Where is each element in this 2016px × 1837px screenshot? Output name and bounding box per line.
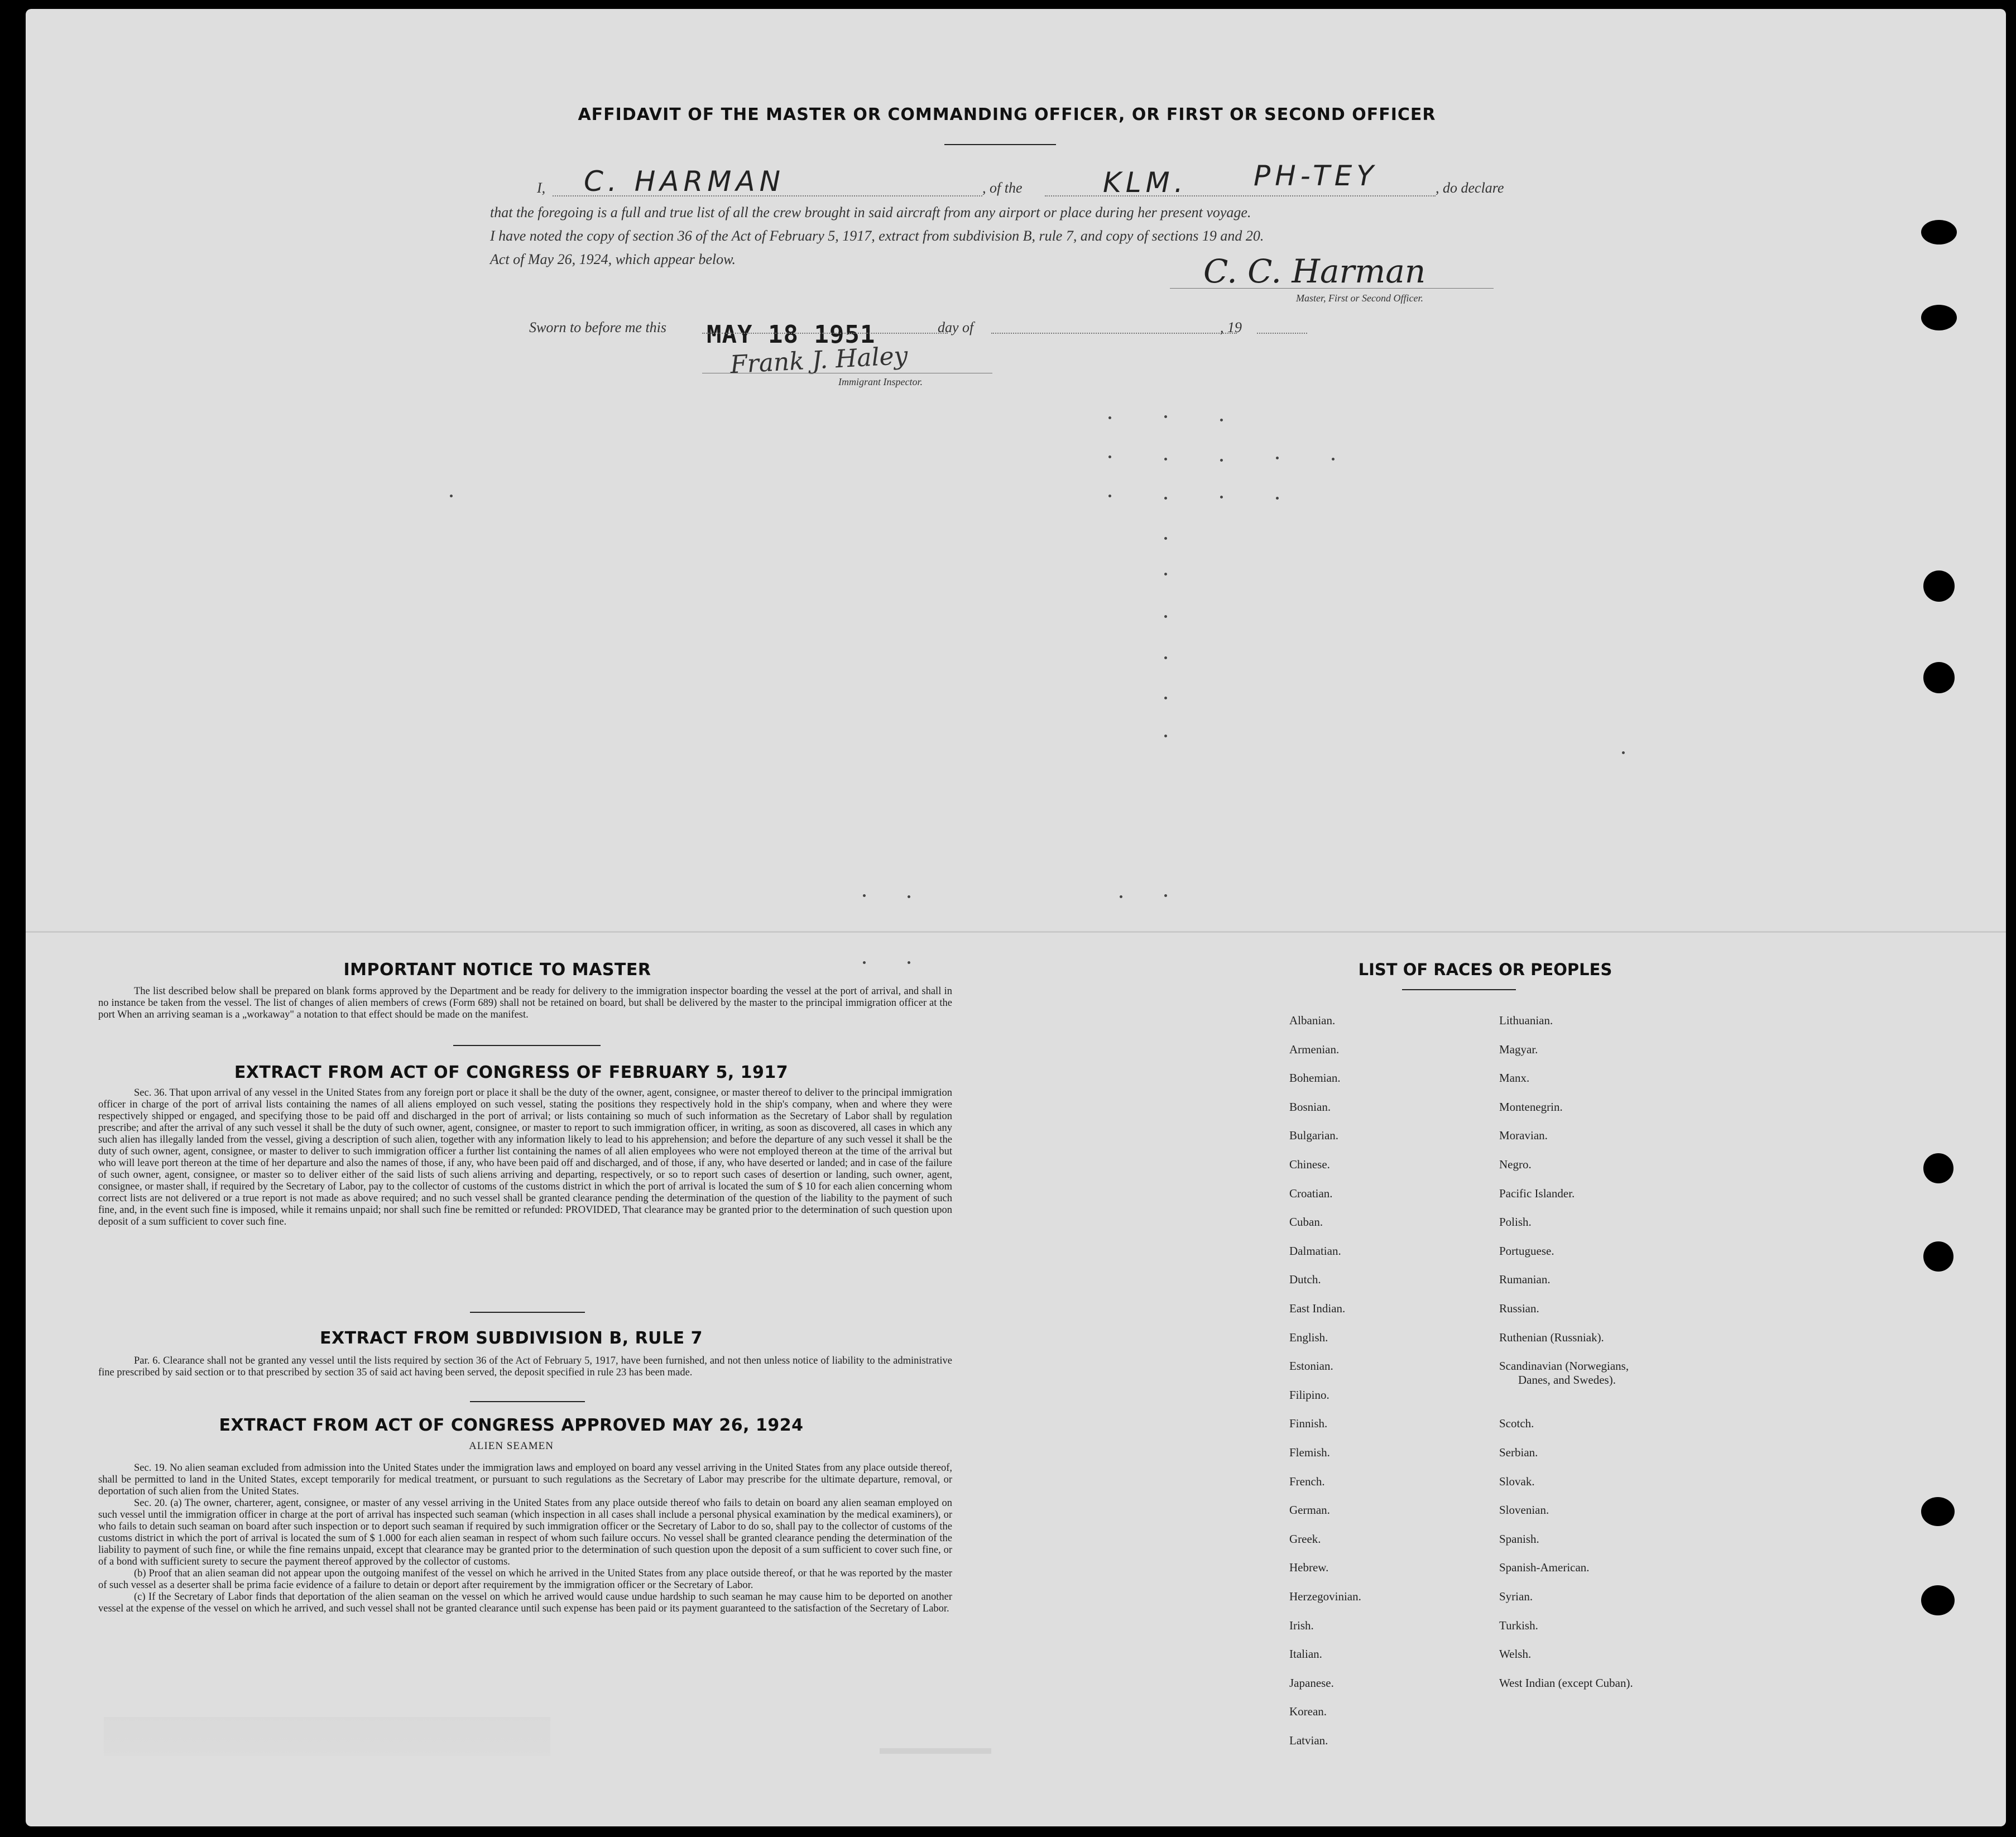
race-item: Moravian. bbox=[1499, 1129, 1548, 1142]
punch-hole bbox=[1923, 662, 1955, 693]
speck bbox=[1164, 537, 1167, 540]
declarant-i-label: I, bbox=[537, 180, 546, 196]
race-item: Italian. bbox=[1289, 1647, 1322, 1661]
punch-hole bbox=[1921, 1497, 1955, 1526]
race-item: Armenian. bbox=[1289, 1043, 1340, 1056]
race-item: Bulgarian. bbox=[1289, 1129, 1339, 1142]
speck bbox=[1164, 894, 1167, 897]
sec-20b-paragraph: (b) Proof that an alien seaman did not appear upon the outgoing manifest of the vessel on which he arrived in the United States from any place outside thereof, or that he was reported by the master of such vessel as a deserter shall be prima facie evidence of a failure to detain or deport after requirement by the immigration officer or the Secretary of Labor. bbox=[98, 1568, 952, 1591]
speck bbox=[1164, 573, 1167, 575]
race-item: Filipino. bbox=[1289, 1388, 1329, 1402]
race-item: Manx. bbox=[1499, 1071, 1530, 1085]
race-item: French. bbox=[1289, 1475, 1325, 1488]
race-item: Dutch. bbox=[1289, 1273, 1321, 1286]
race-item: West Indian (except Cuban). bbox=[1499, 1676, 1633, 1690]
signature-caption: Master, First or Second Officer. bbox=[1296, 292, 1423, 304]
race-item: Ruthenian (Russniak). bbox=[1499, 1331, 1604, 1344]
race-item: German. bbox=[1289, 1503, 1330, 1517]
punch-hole bbox=[1921, 305, 1957, 330]
races-title: LIST OF RACES OR PEOPLES bbox=[1358, 960, 1612, 979]
aircraft-operator-handwritten: KLM. bbox=[1103, 166, 1188, 199]
race-item: Slovak. bbox=[1499, 1475, 1535, 1488]
race-item: Japanese. bbox=[1289, 1676, 1334, 1690]
of-the-label: , of the bbox=[982, 180, 1023, 196]
races-divider bbox=[1402, 989, 1516, 990]
section-divider bbox=[470, 1312, 585, 1313]
race-item: East Indian. bbox=[1289, 1302, 1346, 1315]
par-6-paragraph: Par. 6. Clearance shall not be granted any vessel until the lists required by section 36 of the Act of February 5, 1917, have been furnished, and not then unless notice of liability to the administrative fine prescribed by said section or to that prescribed by section 35 of said act having been served, the deposit specified in rule 23 has been made. bbox=[98, 1355, 952, 1378]
notice-paragraph: The list described below shall be prepared on blank forms approved by the Department and be ready for delivery to the immigration inspector boarding the vessel at the port of arrival, and shall in no instance be taken from the vessel. The list of changes of alien members of crews (Form 689) shall not be retained on board, but shall be delivered by the master to the principal immigration officer at the port When an arriving seaman is a „workaway" a notation to that effect should be made on the manifest. bbox=[98, 986, 952, 1020]
aircraft-registration-handwritten: PH-TEY bbox=[1254, 160, 1378, 192]
master-name-handwritten: C. HARMAN bbox=[584, 165, 785, 198]
inspector-signature: Frank J. Haley bbox=[729, 341, 909, 380]
race-item: Negro. bbox=[1499, 1158, 1532, 1171]
inspector-caption: Immigrant Inspector. bbox=[838, 376, 923, 387]
race-item: Finnish. bbox=[1289, 1417, 1328, 1430]
race-item: Spanish-American. bbox=[1499, 1561, 1590, 1574]
date-stamp: MAY 18 1951 bbox=[707, 320, 876, 349]
race-item: Cuban. bbox=[1289, 1215, 1323, 1229]
speck bbox=[1164, 656, 1167, 659]
race-item: Danes, and Swedes). bbox=[1518, 1373, 1616, 1387]
month-dotted-line bbox=[991, 333, 1237, 334]
speck bbox=[1164, 497, 1167, 500]
notice-text-block bbox=[98, 986, 952, 1021]
race-item: Rumanian. bbox=[1499, 1273, 1551, 1286]
race-item: Spanish. bbox=[1499, 1532, 1539, 1546]
race-item: Herzegovinian. bbox=[1289, 1590, 1361, 1603]
race-item: Magyar. bbox=[1499, 1043, 1538, 1056]
do-declare-label: , do declare bbox=[1436, 180, 1504, 196]
race-item: Latvian. bbox=[1289, 1734, 1328, 1747]
affidavit-title: AFFIDAVIT OF THE MASTER OR COMMANDING OFFICER, OR FIRST OR SECOND OFFICER bbox=[578, 105, 1436, 124]
race-item: Turkish. bbox=[1499, 1619, 1538, 1632]
sec-20a-paragraph: Sec. 20. (a) The owner, charterer, agent, consignee, or master of any vessel arriving in the United States from any place outside thereof who fails to detain on board any alien seaman employed on such vessel until the immigration officer in charge at the port of arrival has inspected such seaman (which inspection in all cases shall include a personal physical examination by the medical examiners), or who fails to detain such seaman on board after such inspection or to deport such seaman if required by such immigration officer or the Secretary of Labor to do so, shall pay to the collector of customs of the customs district in which the port of arrival is located the sum of $ 1.000 for each alien seaman in respect of whom such failure occurs. No vessel shall be granted clearance pending the determination of the liability to payment of such fine, or while the fine remains unpaid, except that clearance may be granted prior to the determination of such question upon the deposit of a sum sufficient to cover such fine, or of a bond with sufficient surety to secure the payment thereof approved by the collector of customs. bbox=[98, 1498, 952, 1567]
extract-1924-title: EXTRACT FROM ACT OF CONGRESS APPROVED MAY 26, 1924 bbox=[219, 1416, 804, 1435]
race-item: Hebrew. bbox=[1289, 1561, 1329, 1574]
bleed-through bbox=[880, 1748, 991, 1754]
year-dotted-line bbox=[1257, 333, 1307, 334]
speck bbox=[1220, 496, 1223, 498]
speck bbox=[1164, 458, 1167, 461]
speck bbox=[1276, 497, 1279, 500]
speck bbox=[863, 894, 866, 897]
race-item: Syrian. bbox=[1499, 1590, 1533, 1603]
speck bbox=[1120, 895, 1122, 898]
sec-20c-paragraph: (c) If the Secretary of Labor finds that deportation of the alien seaman on the vessel on which he arrived would cause undue hardship to such seaman he may cause him to be deported on another vessel at the expense of the vessel on which he arrived, and such vessel shall not be granted clearance until such expense has been paid or its payment guaranteed to the satisfaction of the Secretary of Labor. bbox=[98, 1591, 952, 1614]
speck bbox=[1108, 495, 1111, 497]
punch-hole bbox=[1921, 220, 1957, 244]
speck bbox=[1220, 419, 1223, 421]
title-divider bbox=[944, 144, 1056, 145]
punch-hole bbox=[1923, 1153, 1953, 1183]
sworn-label: Sworn to before me this bbox=[529, 319, 667, 335]
race-item: Pacific Islander. bbox=[1499, 1187, 1575, 1200]
sec-19-paragraph: Sec. 19. No alien seaman excluded from admission into the United States under the immigration laws and employed on board any vessel arriving in the United States from any place outside thereof, shall be permitted to land in the United States, except temporarily for medical treatment, or pursuant to such regulations as the Secretary of Labor may prescribe for the ultimate departure, removal, or deportation of such alien from the United States. bbox=[98, 1462, 952, 1497]
speck bbox=[1164, 735, 1167, 737]
master-signature: C. C. Harman bbox=[1203, 252, 1426, 290]
notice-title: IMPORTANT NOTICE TO MASTER bbox=[343, 960, 651, 980]
declaration-line-4: Act of May 26, 1924, which appear below. bbox=[490, 251, 736, 267]
speck bbox=[1276, 457, 1279, 459]
alien-seamen-subtitle: ALIEN SEAMEN bbox=[469, 1440, 554, 1452]
date-dotted-line bbox=[702, 333, 948, 334]
race-item: Serbian. bbox=[1499, 1446, 1538, 1459]
rule-7-title: EXTRACT FROM SUBDIVISION B, RULE 7 bbox=[320, 1328, 703, 1348]
fold-crease bbox=[26, 931, 2006, 933]
race-item: Portuguese. bbox=[1499, 1244, 1554, 1258]
punch-hole bbox=[1921, 1585, 1955, 1615]
declaration-line-3: I have noted the copy of section 36 of the Act of February 5, 1917, extract from subdivision B, rule 7, and copy of sections 19 and 20. bbox=[490, 228, 1264, 244]
year-label: , 19 bbox=[1220, 319, 1242, 335]
sec-36-paragraph: Sec. 36. That upon arrival of any vessel in the United States from any foreign port or place it shall be the duty of the owner, agent, consignee, or master thereof to deliver to the principal immigration officer in charge of the port of arrival lists containing the names of all aliens employed on such vessel, stating the positions they respectively hold in the ship's company, when and where they were respectively shipped or engaged, and specifying those to be paid off and discharged in the port of arrival; or lists containing so much of such information as the Secretary of Labor shall by regulation prescribe; and after the arrival of any such vessel it shall be the duty of such owner, agent, consignee, or master to report to such immigration officer, in writing, as soon as discovered, all cases in which any such alien has illegally landed from the vessel, giving a description of such alien, together with any information likely to lead to his apprehension; and before the departure of any such vessel it shall be the duty of such owner, agent, consignee, or master to deliver to such immigration officer a further list containing the names of all alien employees who were not employed thereon at the time of the arrival but who will leave port thereon at the time of her departure and also the names of those, if any, who have been paid off and discharged, and of those, if any, who have deserted or landed; and in case of the failure of such owner, agent, consignee, or master so to deliver either of the said lists of such aliens arriving and departing, respectively, or so to report such cases of desertion or landing, such owner, agent, consignee, or master shall, if required by the Secretary of Labor, pay to the collector of customs of the customs district in which the port of arrival is located the sum of $ 10 for each alien concerning whom correct lists are not delivered or a true report is not made as above required; and no such vessel shall be granted clearance pending the determination of the question of the liability to the payment of such fine, and, in the event such fine is imposed, while it remains unpaid; nor shall such fine be remitted or refunded: PROVIDED, That clearance may be granted prior to the determination of such question upon deposit of a sum sufficient to cover such fine. bbox=[98, 1087, 952, 1227]
race-item: Montenegrin. bbox=[1499, 1100, 1563, 1114]
speck bbox=[450, 495, 453, 497]
speck bbox=[1220, 459, 1223, 462]
signature-line bbox=[1170, 288, 1494, 289]
race-item: Chinese. bbox=[1289, 1158, 1330, 1171]
race-item: Welsh. bbox=[1499, 1647, 1532, 1661]
race-item: Korean. bbox=[1289, 1705, 1327, 1718]
punch-hole bbox=[1923, 1241, 1953, 1272]
document-page bbox=[26, 9, 2006, 1826]
bleed-through bbox=[104, 1717, 550, 1756]
punch-hole bbox=[1923, 570, 1955, 602]
speck bbox=[1108, 416, 1111, 419]
race-item: Albanian. bbox=[1289, 1014, 1336, 1027]
speck bbox=[1332, 458, 1335, 461]
day-of-label: day of bbox=[938, 319, 974, 335]
section-divider bbox=[453, 1045, 601, 1046]
race-item: Flemish. bbox=[1289, 1446, 1330, 1459]
extract-1917-text-block bbox=[98, 1087, 952, 1228]
speck bbox=[1164, 615, 1167, 618]
race-item: Greek. bbox=[1289, 1532, 1321, 1546]
speck bbox=[908, 895, 910, 898]
race-item: Scotch. bbox=[1499, 1417, 1534, 1430]
extract-1917-title: EXTRACT FROM ACT OF CONGRESS OF FEBRUARY 5, 1917 bbox=[234, 1063, 789, 1082]
race-item: Bosnian. bbox=[1289, 1100, 1331, 1114]
race-item: Scandinavian (Norwegians, bbox=[1499, 1359, 1629, 1373]
declaration-line-2: that the foregoing is a full and true list of all the crew brought in said aircraft from any airport or place during her present voyage. bbox=[490, 204, 1251, 220]
speck bbox=[908, 961, 910, 964]
speck bbox=[1164, 415, 1167, 418]
race-item: Lithuanian. bbox=[1499, 1014, 1553, 1027]
race-item: Bohemian. bbox=[1289, 1071, 1341, 1085]
race-item: Estonian. bbox=[1289, 1359, 1333, 1373]
race-item: Russian. bbox=[1499, 1302, 1539, 1315]
race-item: Dalmatian. bbox=[1289, 1244, 1341, 1258]
section-divider bbox=[470, 1401, 585, 1402]
extract-1924-text-block bbox=[98, 1462, 952, 1615]
race-item: Irish. bbox=[1289, 1619, 1314, 1632]
race-item: Slovenian. bbox=[1499, 1503, 1549, 1517]
rule-7-text-block bbox=[98, 1355, 952, 1379]
speck bbox=[1108, 455, 1111, 458]
race-item: Polish. bbox=[1499, 1215, 1532, 1229]
race-item: Croatian. bbox=[1289, 1187, 1333, 1200]
race-item: English. bbox=[1289, 1331, 1328, 1344]
speck bbox=[1622, 751, 1625, 754]
speck bbox=[1164, 697, 1167, 699]
